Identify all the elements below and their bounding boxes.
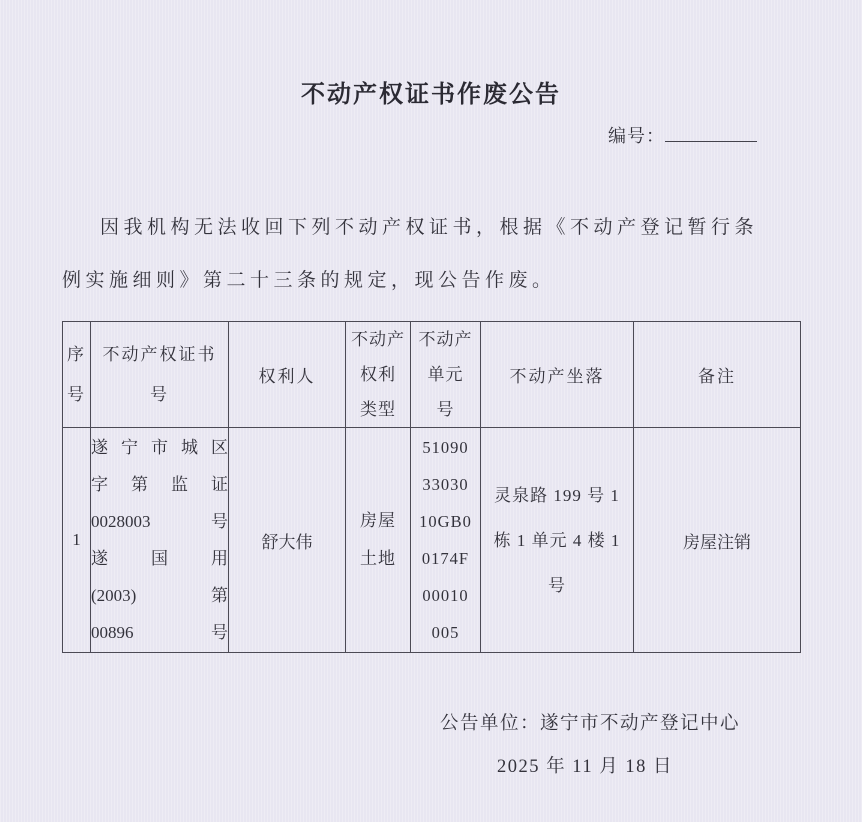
col-header-certificate-line: 号 [150, 384, 169, 404]
col-header-unit-line: 单元 [427, 365, 464, 384]
location-line: 灵泉路 199 号 1 [494, 485, 620, 505]
cell-seq: 1 [63, 428, 91, 653]
certificate-no-line: (2003)第 [91, 586, 228, 605]
col-header-certificate-line: 不动产权证书 [102, 344, 217, 364]
date-line: 2025 年 11 月 18 日 [497, 757, 673, 777]
unit-no-line: 33030 [422, 475, 469, 494]
cell-location [481, 428, 634, 653]
col-header-unit-line: 不动产 [418, 330, 473, 349]
location-line: 栋 1 单元 4 楼 1 [493, 530, 621, 550]
col-header-right-type-line: 不动产 [351, 330, 405, 349]
certificates-table [62, 321, 801, 653]
col-header-right-type [346, 322, 411, 428]
location-line: 号 [548, 575, 566, 595]
number-label: 编号： [608, 126, 665, 146]
certificate-no-line: 遂宁市城区 [91, 438, 228, 457]
cell-right-type [346, 428, 411, 653]
col-header-seq [63, 322, 91, 428]
announcing-unit-line: 公告单位：遂宁市不动产登记中心 [440, 714, 741, 734]
col-header-holder: 权利人 [229, 322, 346, 428]
col-header-seq-line: 序 [67, 344, 86, 364]
right-type-line: 土地 [360, 549, 396, 568]
table-header-row [63, 322, 801, 428]
certificate-no-line: 字第监证 [91, 475, 228, 494]
unit-no-line: 005 [431, 623, 460, 642]
body-line: 因我机构无法收回下列不动产权证书，根据《不动产登记暂行条 [100, 217, 759, 238]
col-header-remark: 备注 [634, 322, 801, 428]
cell-certificate-no [91, 428, 229, 653]
number-blank-line [665, 126, 757, 142]
document-title: 不动产权证书作废公告 [301, 82, 561, 108]
col-header-location: 不动产坐落 [481, 322, 634, 428]
col-header-unit-line: 号 [436, 400, 455, 419]
col-header-seq-line: 号 [67, 384, 86, 404]
unit-no-line: 00010 [422, 586, 469, 605]
certificate-no-line: 0028003号 [91, 512, 228, 531]
certificate-no-line: 遂国用 [91, 549, 228, 568]
unit-no-line: 0174F [421, 549, 470, 568]
unit-no-line: 10GB0 [419, 512, 472, 531]
col-header-unit-no [411, 322, 481, 428]
col-header-right-type-line: 权利 [360, 365, 396, 384]
cell-holder: 舒大伟 [229, 428, 346, 653]
cell-unit-no [411, 428, 481, 653]
right-type-line: 房屋 [360, 511, 396, 530]
col-header-right-type-line: 类型 [360, 400, 396, 419]
col-header-certificate-no [91, 322, 229, 428]
unit-no-line: 51090 [422, 438, 469, 457]
number-row [0, 122, 862, 148]
certificate-no-line: 00896号 [91, 623, 228, 642]
body-paragraph [62, 201, 802, 307]
document-footer [440, 703, 741, 789]
body-line: 例实施细则》第二十三条的规定，现公告作废。 [62, 270, 556, 291]
table-row [63, 428, 801, 653]
cell-remark: 房屋注销 [634, 428, 801, 653]
